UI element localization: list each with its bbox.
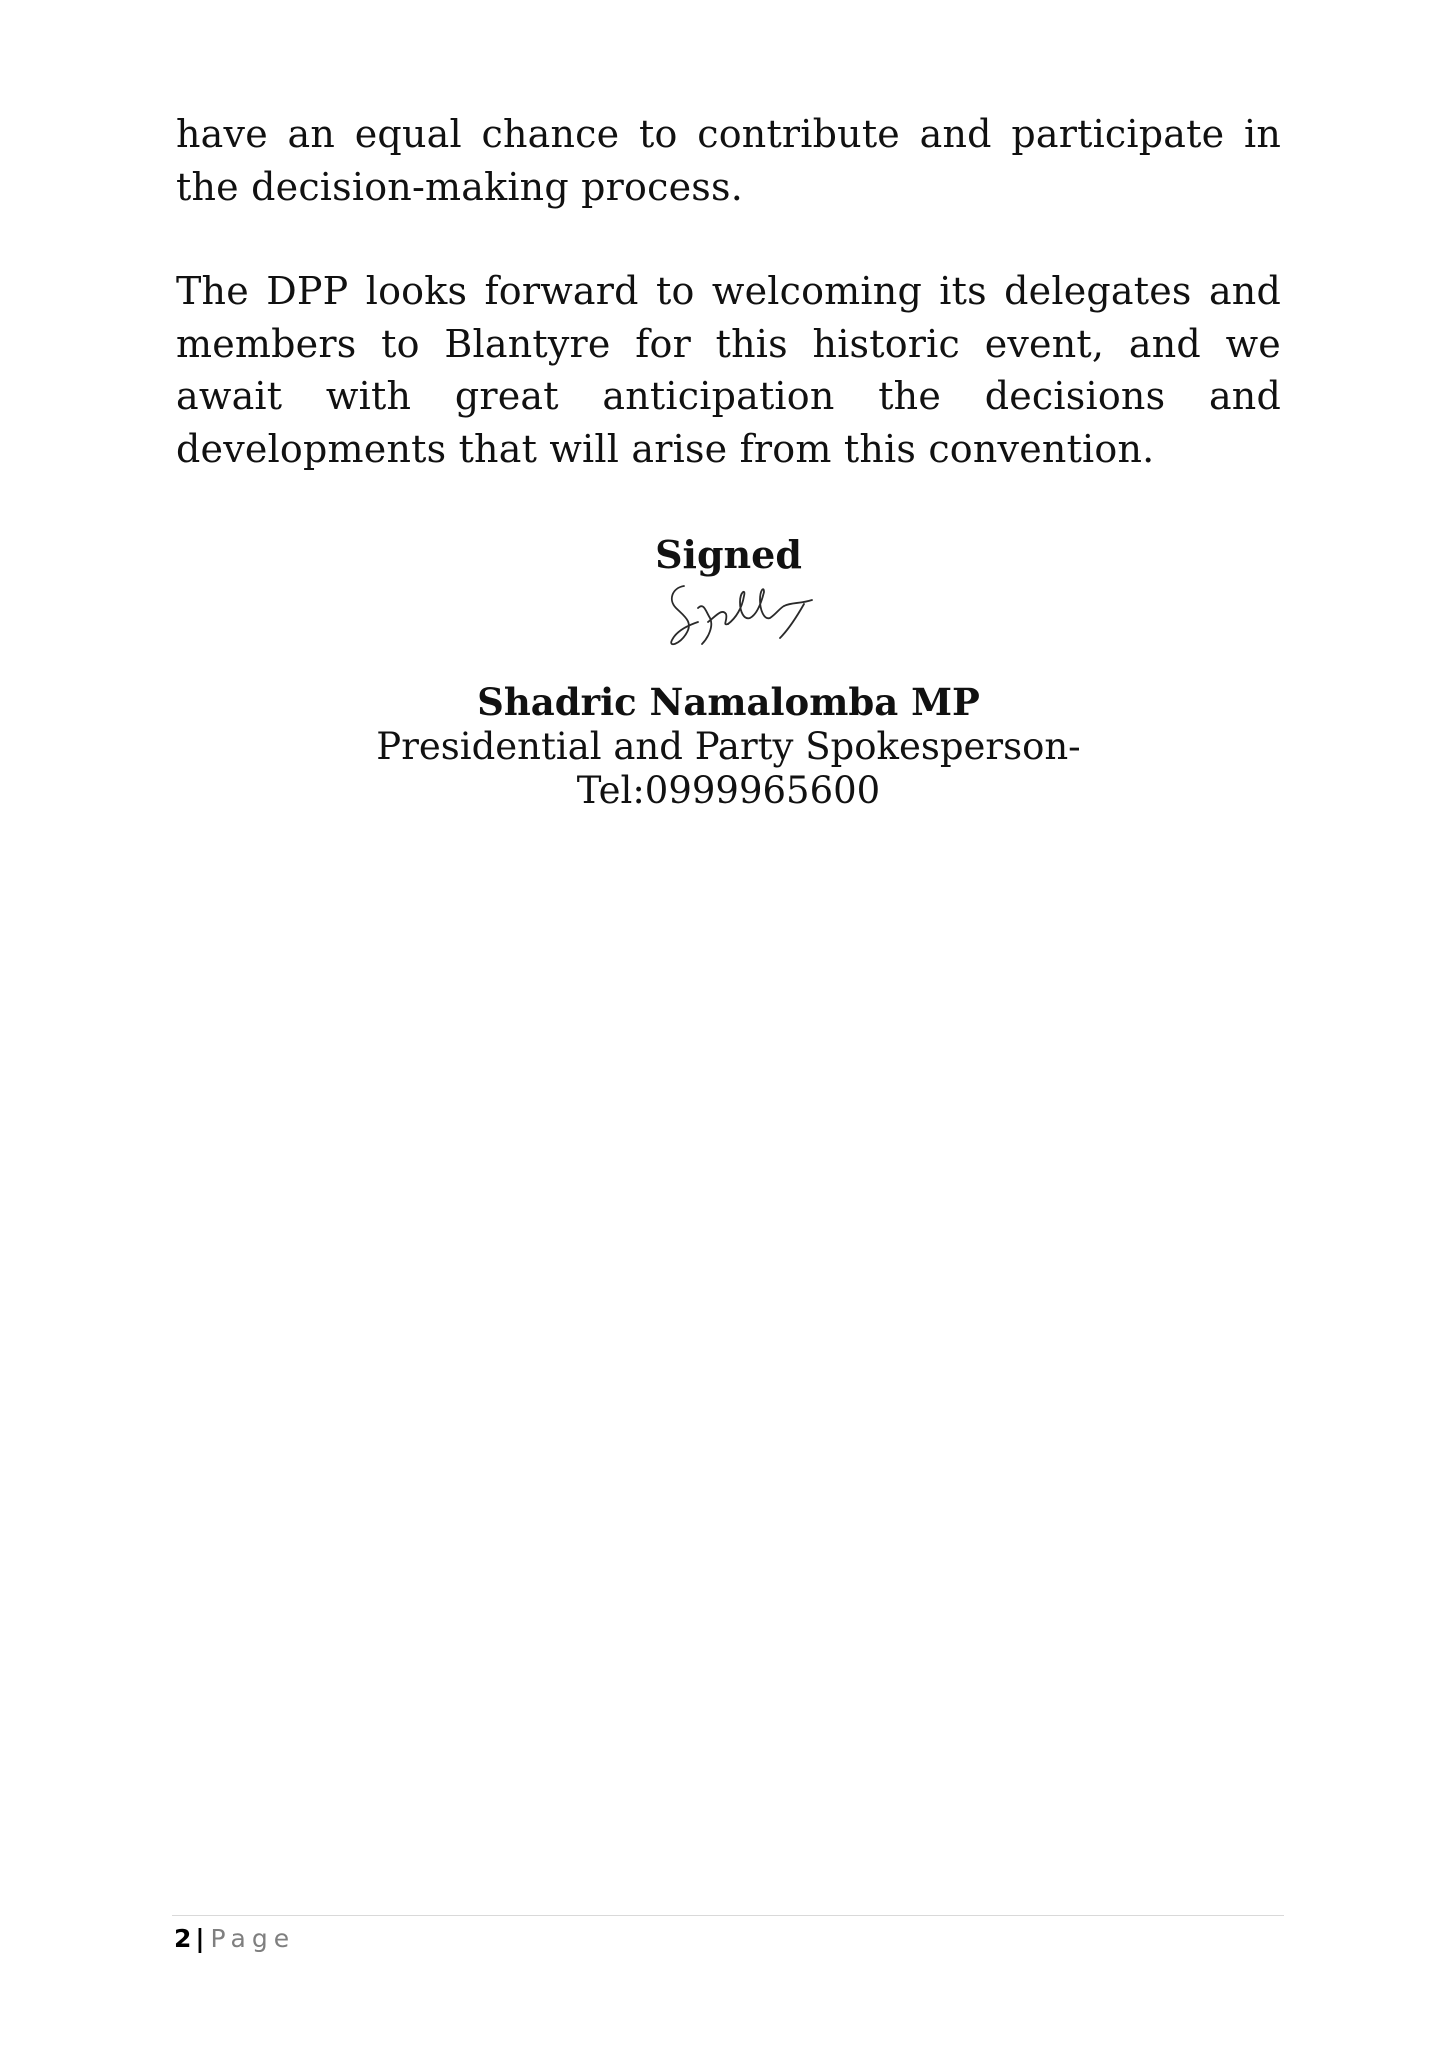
signer-role: Presidential and Party Spokesperson-	[376, 725, 1081, 768]
footer-separator: |	[195, 1924, 205, 1953]
body-paragraph-1: have an equal chance to contribute and participate in the decision-making process.	[176, 112, 1281, 209]
signed-label: Signed	[655, 532, 802, 577]
page-number: 2	[174, 1924, 192, 1953]
footer-divider	[172, 1915, 1284, 1916]
signer-telephone: Tel:0999965600	[576, 769, 881, 812]
body-paragraph-2: The DPP looks forward to welcoming its delegates and members to Blantyre for this historic event, and we await with great anticipation the decisions and developments that will arise from this convention.	[176, 269, 1281, 471]
page-footer	[174, 1922, 295, 1956]
handwritten-signature	[664, 578, 824, 656]
signer-name: Shadric Namalomba MP	[477, 680, 980, 724]
page-word: Page	[210, 1924, 296, 1953]
